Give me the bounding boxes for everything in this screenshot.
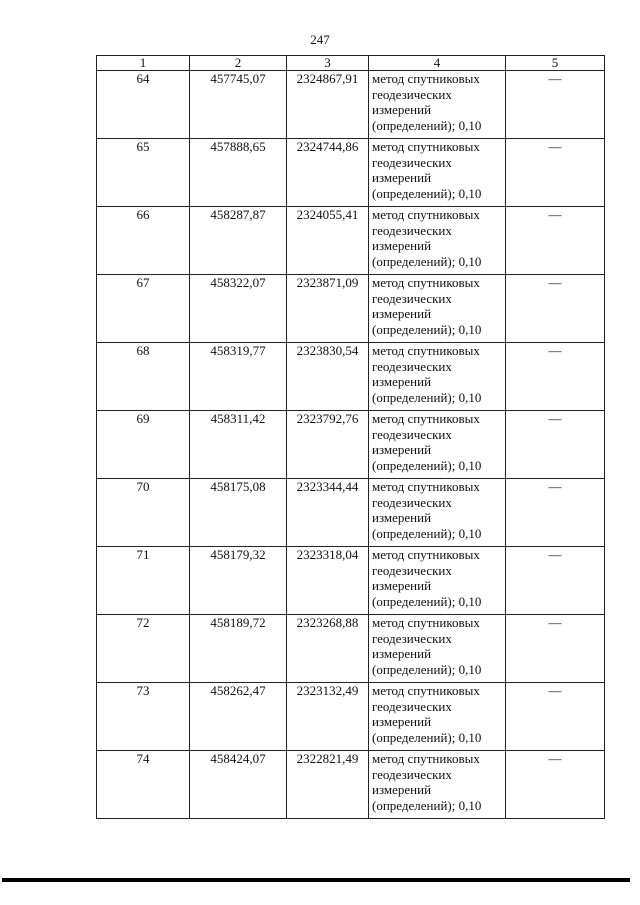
y-coordinate-cell: 2322821,49 xyxy=(287,751,369,819)
note-cell: — xyxy=(506,71,605,139)
method-cell: метод спутниковых геодезических измерений (определений); 0,10 xyxy=(369,139,506,207)
coordinates-table xyxy=(96,55,605,819)
note-cell: — xyxy=(506,683,605,751)
note-cell: — xyxy=(506,139,605,207)
point-number-cell: 70 xyxy=(97,479,190,547)
method-cell: метод спутниковых геодезических измерений (определений); 0,10 xyxy=(369,71,506,139)
point-number-cell: 73 xyxy=(97,683,190,751)
method-cell: метод спутниковых геодезических измерений (определений); 0,10 xyxy=(369,615,506,683)
table-row xyxy=(97,411,605,479)
method-cell: метод спутниковых геодезических измерений (определений); 0,10 xyxy=(369,207,506,275)
column-header: 4 xyxy=(369,56,506,71)
point-number-cell: 69 xyxy=(97,411,190,479)
note-cell: — xyxy=(506,751,605,819)
x-coordinate-cell: 458189,72 xyxy=(190,615,287,683)
x-coordinate-cell: 457745,07 xyxy=(190,71,287,139)
y-coordinate-cell: 2324744,86 xyxy=(287,139,369,207)
note-cell: — xyxy=(506,275,605,343)
method-cell: метод спутниковых геодезических измерений (определений); 0,10 xyxy=(369,683,506,751)
table-row xyxy=(97,615,605,683)
method-cell: метод спутниковых геодезических измерений (определений); 0,10 xyxy=(369,479,506,547)
point-number-cell: 66 xyxy=(97,207,190,275)
point-number-cell: 67 xyxy=(97,275,190,343)
x-coordinate-cell: 458319,77 xyxy=(190,343,287,411)
x-coordinate-cell: 458322,07 xyxy=(190,275,287,343)
note-cell: — xyxy=(506,479,605,547)
point-number-cell: 72 xyxy=(97,615,190,683)
method-cell: метод спутниковых геодезических измерений (определений); 0,10 xyxy=(369,411,506,479)
column-header: 2 xyxy=(190,56,287,71)
table-header-row xyxy=(97,56,605,71)
note-cell: — xyxy=(506,547,605,615)
y-coordinate-cell: 2323344,44 xyxy=(287,479,369,547)
table-row xyxy=(97,479,605,547)
note-cell: — xyxy=(506,343,605,411)
y-coordinate-cell: 2323318,04 xyxy=(287,547,369,615)
point-number-cell: 65 xyxy=(97,139,190,207)
table-row xyxy=(97,751,605,819)
method-cell: метод спутниковых геодезических измерений (определений); 0,10 xyxy=(369,751,506,819)
table-row xyxy=(97,683,605,751)
x-coordinate-cell: 458424,07 xyxy=(190,751,287,819)
point-number-cell: 68 xyxy=(97,343,190,411)
table-row xyxy=(97,547,605,615)
column-header: 3 xyxy=(287,56,369,71)
point-number-cell: 64 xyxy=(97,71,190,139)
x-coordinate-cell: 458287,87 xyxy=(190,207,287,275)
column-header: 1 xyxy=(97,56,190,71)
method-cell: метод спутниковых геодезических измерений (определений); 0,10 xyxy=(369,343,506,411)
bottom-rule xyxy=(2,878,630,882)
x-coordinate-cell: 458311,42 xyxy=(190,411,287,479)
table-row xyxy=(97,275,605,343)
y-coordinate-cell: 2323792,76 xyxy=(287,411,369,479)
y-coordinate-cell: 2323830,54 xyxy=(287,343,369,411)
x-coordinate-cell: 457888,65 xyxy=(190,139,287,207)
column-header: 5 xyxy=(506,56,605,71)
table-row xyxy=(97,71,605,139)
table-row xyxy=(97,207,605,275)
x-coordinate-cell: 458179,32 xyxy=(190,547,287,615)
x-coordinate-cell: 458175,08 xyxy=(190,479,287,547)
table-body xyxy=(97,71,605,819)
y-coordinate-cell: 2324055,41 xyxy=(287,207,369,275)
page-number: 247 xyxy=(310,32,330,47)
note-cell: — xyxy=(506,411,605,479)
x-coordinate-cell: 458262,47 xyxy=(190,683,287,751)
table-row xyxy=(97,139,605,207)
table-row xyxy=(97,343,605,411)
method-cell: метод спутниковых геодезических измерений (определений); 0,10 xyxy=(369,275,506,343)
y-coordinate-cell: 2323871,09 xyxy=(287,275,369,343)
note-cell: — xyxy=(506,207,605,275)
note-cell: — xyxy=(506,615,605,683)
point-number-cell: 71 xyxy=(97,547,190,615)
y-coordinate-cell: 2323268,88 xyxy=(287,615,369,683)
point-number-cell: 74 xyxy=(97,751,190,819)
method-cell: метод спутниковых геодезических измерений (определений); 0,10 xyxy=(369,547,506,615)
y-coordinate-cell: 2324867,91 xyxy=(287,71,369,139)
y-coordinate-cell: 2323132,49 xyxy=(287,683,369,751)
